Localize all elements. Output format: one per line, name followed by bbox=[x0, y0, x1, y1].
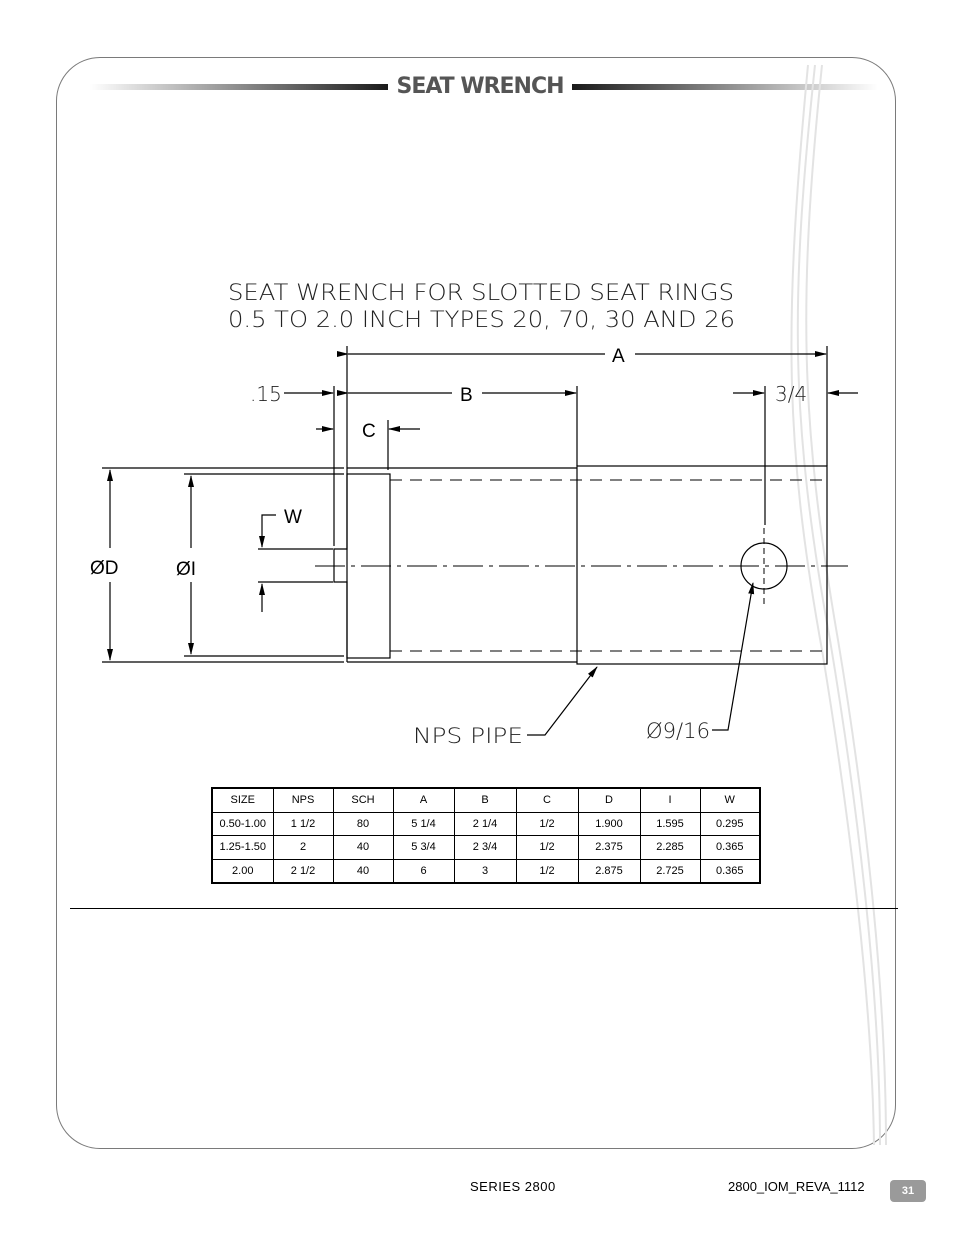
table-header-cell: SIZE bbox=[212, 788, 273, 812]
table-header-cell: C bbox=[516, 788, 578, 812]
table-cell: 1/2 bbox=[516, 836, 578, 860]
dim-w-arrow-top bbox=[262, 515, 276, 547]
section-divider bbox=[70, 908, 898, 909]
wrench-head-outline bbox=[334, 468, 347, 662]
footer-series: SERIES 2800 bbox=[470, 1179, 556, 1194]
dim-oi-label: ØI bbox=[176, 559, 197, 580]
table-cell: 0.365 bbox=[700, 859, 760, 883]
table-cell: 1.900 bbox=[578, 812, 640, 836]
table-header-cell: B bbox=[454, 788, 516, 812]
table-cell: 0.365 bbox=[700, 836, 760, 860]
table-cell: 2.725 bbox=[640, 859, 700, 883]
table-cell: 2.375 bbox=[578, 836, 640, 860]
table-cell: 5 1/4 bbox=[393, 812, 454, 836]
hole-size-label: Ø9/16 bbox=[646, 719, 710, 743]
drawing-caption-line2: 0.5 TO 2.0 INCH TYPES 20, 70, 30 AND 26 bbox=[228, 308, 735, 333]
table-cell: 1/2 bbox=[516, 859, 578, 883]
table-cell: 2.875 bbox=[578, 859, 640, 883]
dim-c-label: C bbox=[362, 421, 376, 442]
drawing-caption-line1: SEAT WRENCH FOR SLOTTED SEAT RINGS bbox=[228, 281, 734, 306]
table-cell: 0.295 bbox=[700, 812, 760, 836]
table-cell: 1.25-1.50 bbox=[212, 836, 273, 860]
table-row bbox=[212, 859, 760, 883]
decorative-swoosh bbox=[791, 65, 886, 1145]
dim-w-label: W bbox=[284, 507, 302, 528]
table-row bbox=[212, 812, 760, 836]
table-header-cell: SCH bbox=[333, 788, 393, 812]
table-row bbox=[212, 836, 760, 860]
leader-hole bbox=[712, 583, 753, 730]
page-title: SEAT WRENCH bbox=[396, 74, 564, 99]
table-cell: 2 3/4 bbox=[454, 836, 516, 860]
nps-pipe-body bbox=[577, 466, 827, 664]
table-cell: 1 1/2 bbox=[273, 812, 333, 836]
table-header-cell: W bbox=[700, 788, 760, 812]
table-header-cell: NPS bbox=[273, 788, 333, 812]
table-cell: 3 bbox=[454, 859, 516, 883]
table-cell: 2.00 bbox=[212, 859, 273, 883]
dimensions-table bbox=[211, 787, 761, 884]
table-cell: 1/2 bbox=[516, 812, 578, 836]
table-header-row bbox=[212, 788, 760, 812]
dim-b-label: B bbox=[460, 385, 473, 406]
table-cell: 2 bbox=[273, 836, 333, 860]
table-header-cell: I bbox=[640, 788, 700, 812]
dim-34-label: 3/4 bbox=[775, 382, 808, 406]
table-cell: 5 3/4 bbox=[393, 836, 454, 860]
dim-od-label: ØD bbox=[90, 558, 119, 579]
table-cell: 0.50-1.00 bbox=[212, 812, 273, 836]
table-cell: 40 bbox=[333, 836, 393, 860]
nps-pipe-label: NPS PIPE bbox=[413, 724, 523, 748]
table-cell: 2 1/4 bbox=[454, 812, 516, 836]
footer-document-id: 2800_IOM_REVA_1112 bbox=[728, 1179, 865, 1194]
table-cell: 80 bbox=[333, 812, 393, 836]
table-cell: 2 1/2 bbox=[273, 859, 333, 883]
dim-a-label: A bbox=[612, 346, 625, 367]
table-cell: 2.285 bbox=[640, 836, 700, 860]
table-cell: 40 bbox=[333, 859, 393, 883]
table-cell: 6 bbox=[393, 859, 454, 883]
page-number-badge: 31 bbox=[890, 1180, 926, 1202]
table-header-cell: A bbox=[393, 788, 454, 812]
leader-nps-pipe bbox=[527, 667, 597, 735]
dim-015-label: .15 bbox=[250, 382, 282, 406]
table-cell: 1.595 bbox=[640, 812, 700, 836]
table-header-cell: D bbox=[578, 788, 640, 812]
